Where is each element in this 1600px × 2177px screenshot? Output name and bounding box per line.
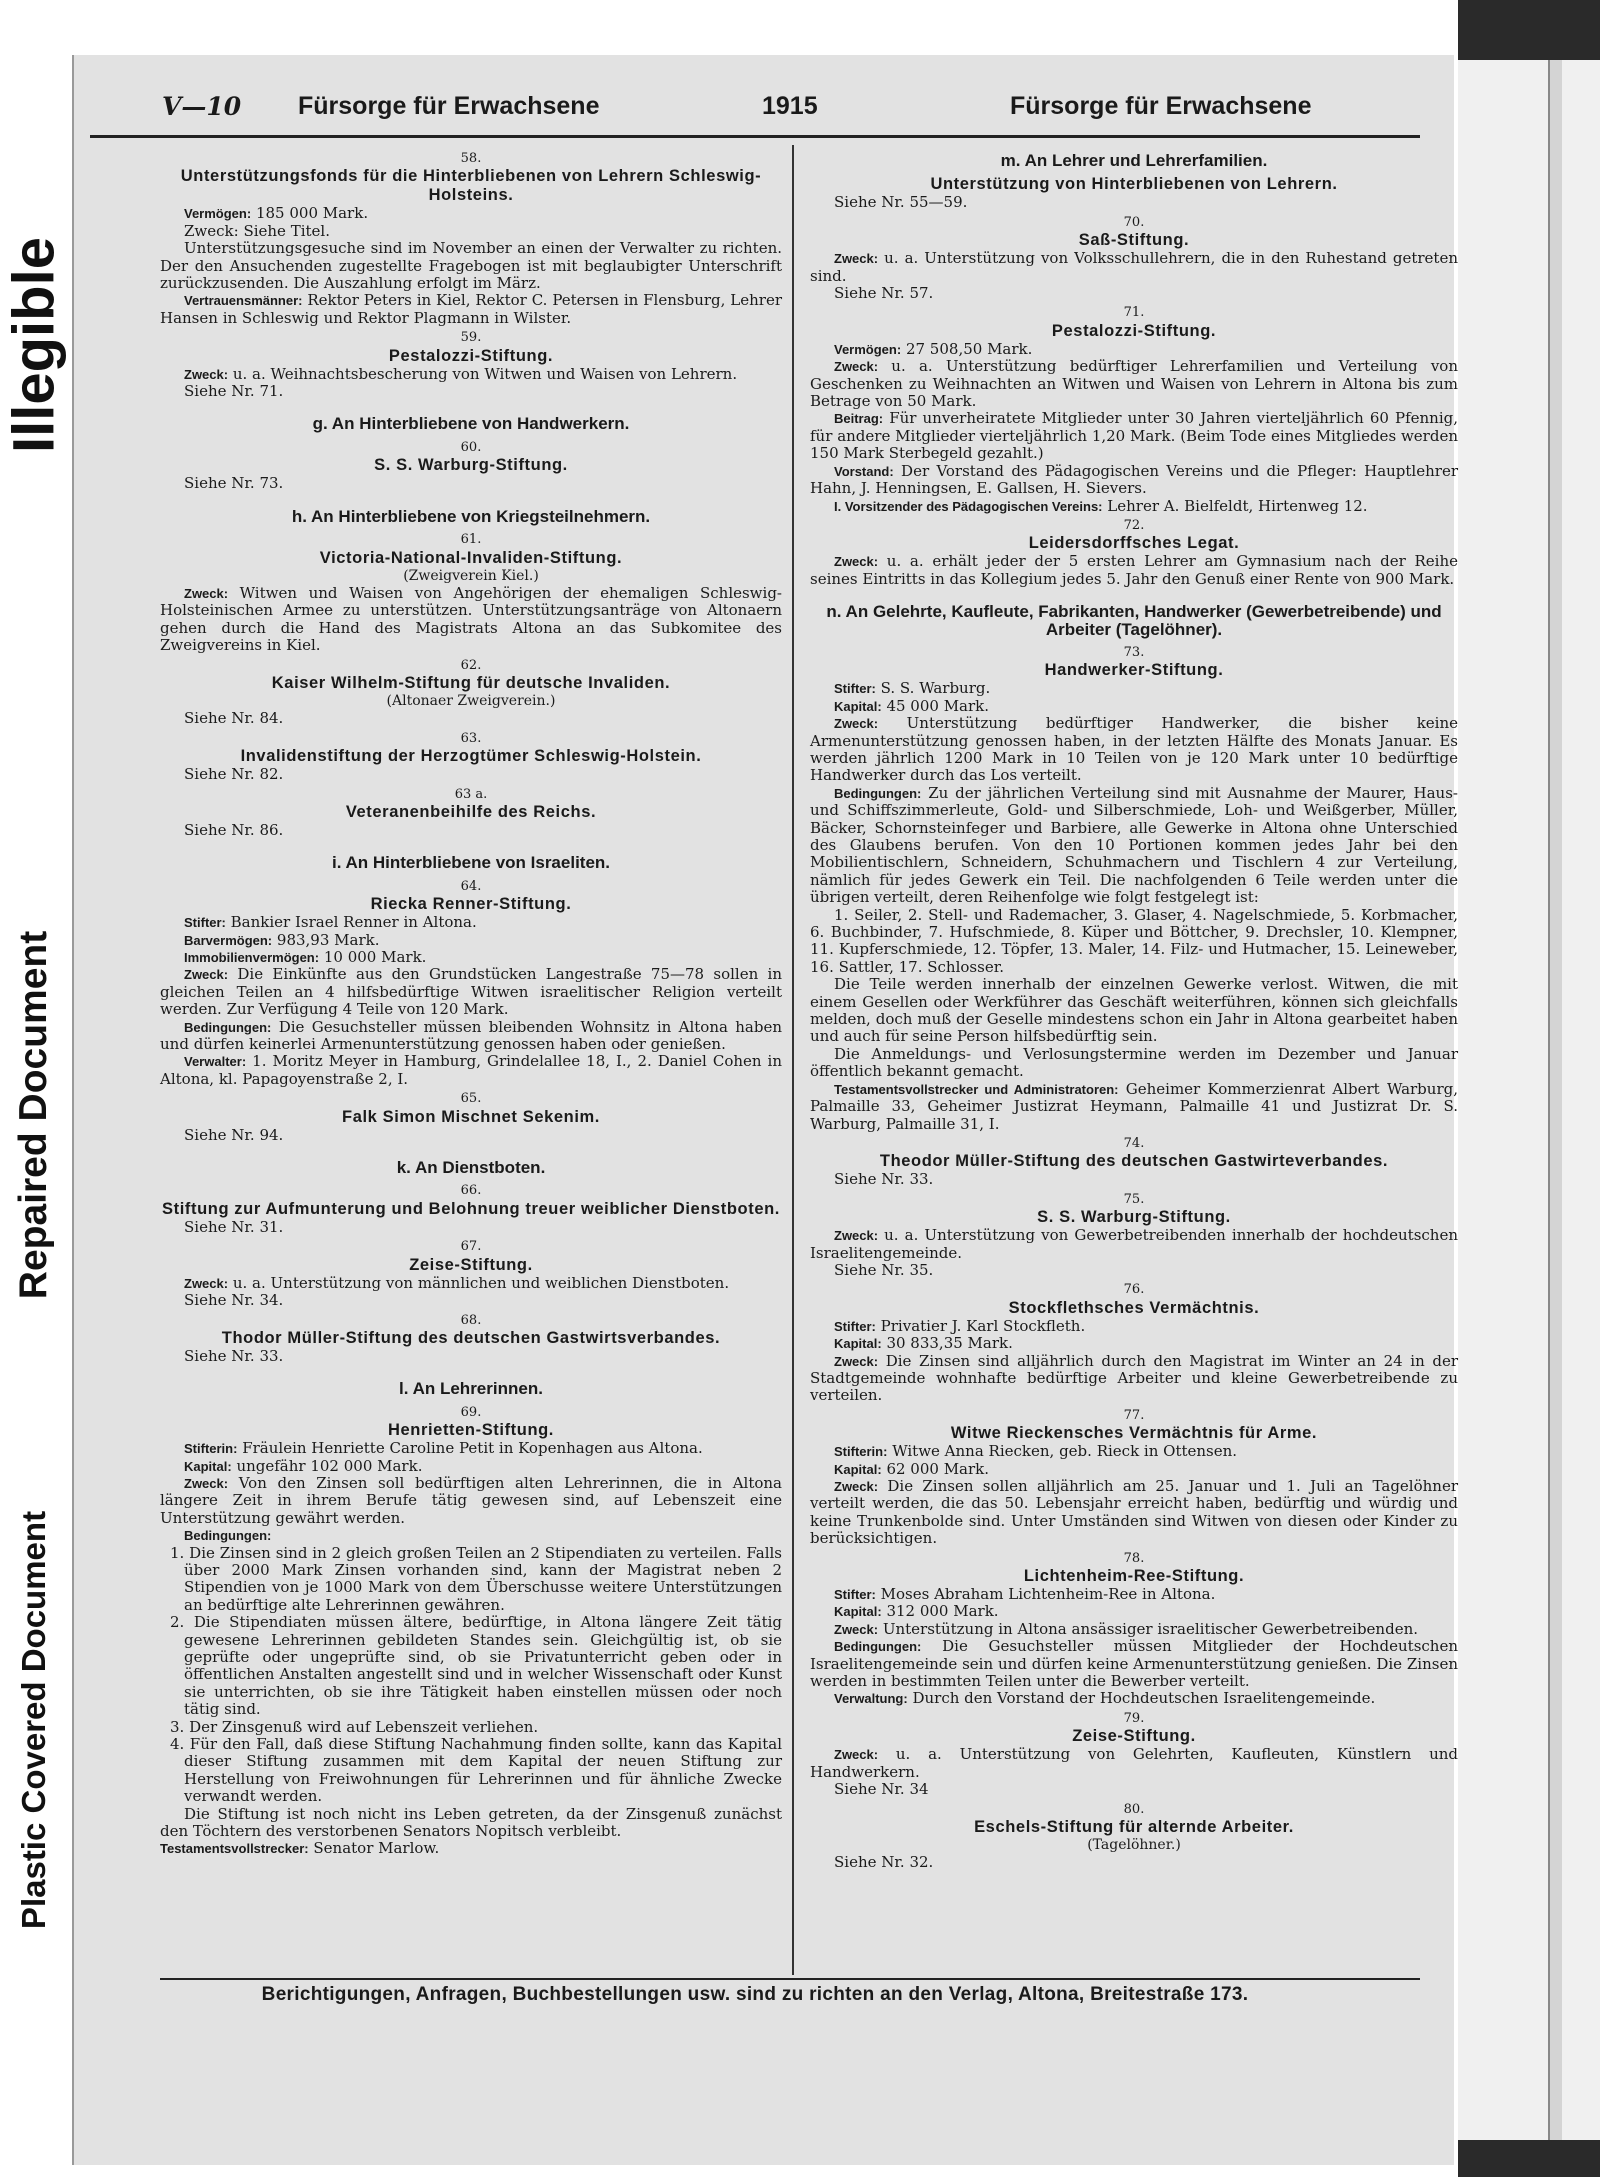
section-heading: m. An Lehrer und Lehrerfamilien. xyxy=(1000,151,1268,170)
entry-title: Kaiser Wilhelm-Stiftung für deutsche Invaliden. xyxy=(271,673,671,692)
see-reference: Siehe Nr. 94. xyxy=(184,1125,284,1144)
line-label: Kapital: xyxy=(834,1461,882,1477)
line-text: Lehrer A. Bielfeldt, Hirtenweg 12. xyxy=(1102,496,1368,515)
header-rule xyxy=(90,135,1420,138)
section-heading: n. An Gelehrte, Kaufleute, Fabrikanten, Handwerker (Gewerbetreibende) und Arbeiter (Tagelöhner). xyxy=(826,602,1442,639)
right-column xyxy=(810,148,1458,1872)
entry-title: Pestalozzi-Stiftung. xyxy=(1051,321,1217,340)
line-label: Zweck: xyxy=(834,251,879,267)
line-label: Vertrauensmänner: xyxy=(184,293,303,309)
line-label: Stifter: xyxy=(184,915,226,931)
entry-line xyxy=(160,240,782,292)
line-label: Bedingungen: xyxy=(834,785,922,801)
entry-title: Victoria-National-Invaliden-Stiftung. xyxy=(319,548,623,567)
entry-title: Thodor Müller-Stiftung des deutschen Gastwirtsverbandes. xyxy=(221,1328,721,1347)
scan-edge xyxy=(1458,0,1600,2177)
entry-title: Theodor Müller-Stiftung des deutschen Gastwirteverbandes. xyxy=(879,1152,1389,1171)
header-year: 1915 xyxy=(762,92,818,120)
list-item: 1. Die Zinsen sind in 2 gleich großen Teilen an 2 Stipendiaten zu verteilen. Falls über 2000 Mark Zinsen vorhanden sind, kann der Magistrat neben 2 Stipendien von je 1000 Mark von dem Überschusse weitere Unterstützungen an bedürftige alte Lehrerinnen gewähren. xyxy=(170,1543,782,1614)
line-text: Rektor Peters in Kiel, Rektor C. Petersen in Flensburg, Lehrer Hansen in Schleswig und Rektor Plagmann in Wilster. xyxy=(160,291,782,327)
line-label: Stifter: xyxy=(834,681,876,697)
line-label: Testamentsvollstrecker und Administratoren: xyxy=(834,1081,1119,1097)
scan-edge-binding xyxy=(1548,60,1562,2140)
line-text: u. a. Unterstützung von Volksschullehrern, die in den Ruhestand getreten sind. xyxy=(810,249,1458,285)
line-text: Die Zinsen sind alljährlich durch den Magistrat im Winter an 24 in der Stadtgemeinde wohnhafte bedürftige Arbeiter und kleine Gewerbetreibende zu verteilen. xyxy=(810,1351,1458,1405)
entry-number: 76. xyxy=(1123,1282,1145,1298)
entry-line xyxy=(810,358,1458,410)
line-text: 27 508,50 Mark. xyxy=(901,339,1033,358)
line-label: Bedingungen: xyxy=(184,1528,272,1544)
page-header xyxy=(90,92,1420,132)
entry-subtitle: (Tagelöhner.) xyxy=(1087,1836,1181,1853)
see-reference: Siehe Nr. 73. xyxy=(184,474,284,493)
line-text: 10 000 Mark. xyxy=(319,948,427,966)
column-divider xyxy=(792,145,794,1975)
entry-line xyxy=(810,715,1458,785)
see-reference: Siehe Nr. 84. xyxy=(184,709,284,728)
entry-number: 79. xyxy=(1123,1710,1145,1726)
line-label: Zweck: xyxy=(834,1353,879,1369)
entry-line xyxy=(810,680,1458,697)
see-reference: Siehe Nr. 31. xyxy=(184,1217,284,1236)
entry-line xyxy=(160,1019,782,1054)
entry-line xyxy=(810,1335,1458,1352)
list-item: 3. Der Zinsgenuß wird auf Lebenszeit verliehen. xyxy=(170,1717,539,1736)
entry-number: 78. xyxy=(1123,1550,1145,1566)
entry-number: 80. xyxy=(1123,1801,1145,1817)
line-text: Unterstützung bedürftiger Handwerker, die bisher keine Armenunterstützung genossen haben, in der letzten Hälfte des Monats Januar. Es werden jährlich 1200 Mark in 10 Teilen von je 120 Mark unter 10 bedürftige Handwerker durch das Los verteilt. xyxy=(810,714,1458,785)
line-text: Witwe Anna Riecken, geb. Rieck in Ottensen. xyxy=(887,1442,1238,1461)
line-label: Immobilienvermögen: xyxy=(184,950,320,965)
line-label: Zweck: xyxy=(184,585,229,601)
line-text: 1. Moritz Meyer in Hamburg, Grindelallee 18, I., 2. Daniel Cohen in Altona, kl. Papagoyenstraße 2, I. xyxy=(160,1052,782,1088)
see-reference: Siehe Nr. 34 xyxy=(834,1780,929,1799)
entry-line xyxy=(810,1746,1458,1781)
entry-line xyxy=(810,698,1458,715)
entry-line xyxy=(160,966,782,1018)
entry-title: Saß-Stiftung. xyxy=(1078,231,1190,250)
entry-line xyxy=(160,292,782,327)
entry-title: Eschels-Stiftung für alternde Arbeiter. xyxy=(974,1817,1294,1836)
entry-title: Henrietten-Stiftung. xyxy=(388,1421,554,1440)
entry-line xyxy=(810,907,1458,977)
entry-title: Stiftung zur Aufmunterung und Belohnung treuer weiblicher Dienstboten. xyxy=(162,1199,780,1218)
line-text: Die Gesuchsteller müssen Mitglieder der Hochdeutschen Israelitengemeinde sein und dürfen keine Armenunterstützung genießen. Die Zinsen werden in bestimmten Teilen unter die Bewerber verteilt. xyxy=(810,1637,1458,1691)
line-label: Kapital: xyxy=(834,698,882,714)
entry-line xyxy=(810,1353,1458,1405)
line-text: Die Teile werden innerhalb der einzelnen Gewerke verlost. Witwen, die mit einem Gesellen oder Werkführer das Geschäft weiterführen, können sich gleichfalls melden, doch muß der Geselle mindestens schon ein Jahr in Altona gearbeitet haben und auch für seine Person hilfsbedürftig sein. xyxy=(810,975,1458,1046)
entry-number: 72. xyxy=(1123,517,1145,533)
entry-number: 61. xyxy=(460,532,482,548)
entry-title: Pestalozzi-Stiftung. xyxy=(388,346,554,365)
header-title-left: Fürsorge für Erwachsene xyxy=(298,92,600,120)
entry-line xyxy=(810,498,1458,515)
line-text: 983,93 Mark. xyxy=(272,930,380,949)
entry-line xyxy=(160,1275,782,1292)
entry-line xyxy=(810,410,1458,462)
line-label: Zweck: xyxy=(834,1747,879,1763)
section-heading: i. An Hinterbliebene von Israeliten. xyxy=(331,853,611,873)
line-label: Vorstand: xyxy=(834,463,894,479)
see-reference: Siehe Nr. 35. xyxy=(834,1260,934,1279)
line-label: Verwaltung: xyxy=(834,1691,908,1707)
entry-title: Falk Simon Mischnet Sekenim. xyxy=(342,1107,600,1126)
line-label: Zweck: xyxy=(834,359,879,375)
entry-title: S. S. Warburg-Stiftung. xyxy=(1037,1208,1231,1227)
entry-line xyxy=(810,1603,1458,1620)
line-text: u. a. Unterstützung von männlichen und weiblichen Dienstboten. xyxy=(228,1273,730,1292)
entry-title: Zeise-Stiftung. xyxy=(409,1255,533,1274)
entry-number: 64. xyxy=(460,878,482,894)
line-text: Fräulein Henriette Caroline Petit in Kopenhagen aus Altona. xyxy=(237,1439,703,1458)
entry-title: Zeise-Stiftung. xyxy=(1072,1727,1196,1746)
line-text: 312 000 Mark. xyxy=(881,1602,999,1621)
entry-line xyxy=(160,366,782,383)
see-reference: Siehe Nr. 55—59. xyxy=(834,193,968,212)
entry-line xyxy=(810,1227,1458,1262)
line-label: Stifterin: xyxy=(184,1441,238,1457)
entry-number: 59. xyxy=(460,330,482,346)
line-label: Bedingungen: xyxy=(834,1639,922,1655)
see-reference: Siehe Nr. 82. xyxy=(184,765,284,784)
list-item: 2. Die Stipendiaten müssen ältere, bedürftige, in Altona längere Zeit tätig gewesene Lehrerinnen gebildeten Standes sein. Gleichgültig ist, ob sie geprüfte oder ungeprüfte sind, ob sie Privatunterricht geben oder in öffentlichen Anstalten angestellt sind und in welcher Wissenschaft oder Kunst sie unterrichten, ob sie ihre Tätigkeit haben einstellen müssen oder noch tätig sind. xyxy=(170,1613,782,1719)
entry-number: 70. xyxy=(1123,214,1145,230)
see-reference: Siehe Nr. 71. xyxy=(184,382,284,401)
entry-number: 67. xyxy=(460,1239,482,1255)
line-text: Geheimer Kommerzienrat Albert Warburg, Palmaille 33, Geheimer Justizrat Heymann, Palmaille 41 und Justizrat Dr. S. Warburg, Palmaille 31, I. xyxy=(810,1079,1458,1133)
entry-number: 73. xyxy=(1123,644,1145,660)
entry-line xyxy=(810,250,1458,285)
line-label: Bedingungen: xyxy=(184,1019,272,1035)
entry-line xyxy=(160,1475,782,1527)
entry-number: 63. xyxy=(460,730,482,746)
see-reference: Siehe Nr. 57. xyxy=(834,284,934,303)
line-text: Die Anmeldungs- und Verlosungstermine werden im Dezember und Januar öffentlich bekannt gemacht. xyxy=(810,1044,1458,1081)
entry-title: Stockflethsches Vermächtnis. xyxy=(1008,1298,1260,1317)
entry-line xyxy=(810,976,1458,1046)
entry-line: Die Stiftung ist noch nicht ins Leben getreten, da der Zinsgenuß zunächst den Töchtern des verstorbenen Senators Nopitsch verbleibt. xyxy=(160,1804,782,1841)
line-text: Unterstützungsgesuche sind im November an einen der Verwalter zu richten. Der den Ansuchenden zugestellte Fragebogen ist mit beglaubigter Unterschrift zurückzusenden. Die Auszahlung erfolgt im März. xyxy=(160,239,782,293)
line-label: Zweck: xyxy=(184,1475,229,1491)
line-text: Unterstützung in Altona ansässiger israelitischer Gewerbetreibenden. xyxy=(878,1619,1418,1638)
line-label: I. Vorsitzender des Pädagogischen Vereins: xyxy=(834,498,1103,514)
entry-line xyxy=(810,1081,1458,1133)
entry-line xyxy=(810,1638,1458,1690)
line-label: Stifter: xyxy=(834,1587,876,1603)
line-label: Zweck: xyxy=(184,1275,229,1291)
line-text: Für unverheiratete Mitglieder unter 30 Jahren vierteljährlich 60 Pfennig, für andere Mitglieder vierteljährlich 1,20 Mark. (Beim Tode eines Mitgliedes werden 150 Mark Sterbegeld gezahlt.) xyxy=(810,409,1458,463)
entry-line xyxy=(810,1586,1458,1603)
entry-subtitle: (Altonaer Zweigverein.) xyxy=(386,692,556,709)
line-label: Kapital: xyxy=(184,1458,232,1474)
see-reference: Siehe Nr. 33. xyxy=(184,1346,284,1365)
entry-line xyxy=(160,1527,782,1544)
line-text: Moses Abraham Lichtenheim-Ree in Altona. xyxy=(875,1585,1216,1604)
see-reference: Siehe Nr. 34. xyxy=(184,1291,284,1310)
line-text: Privatier J. Karl Stockfleth. xyxy=(875,1316,1086,1335)
sidebar-labels xyxy=(0,0,68,2177)
entry-line xyxy=(810,1318,1458,1335)
entry-line xyxy=(160,205,782,222)
scan-edge-strip xyxy=(1458,60,1600,2140)
entry-title: Veteranenbeihilfe des Reichs. xyxy=(345,802,597,821)
entry-line xyxy=(810,463,1458,498)
line-text: S. S. Warburg. xyxy=(875,679,991,698)
entry-number: 77. xyxy=(1123,1407,1145,1423)
header-title-right: Fürsorge für Erwachsene xyxy=(1010,92,1312,120)
sidebar-label-repaired: Repaired Document xyxy=(12,930,55,1300)
entry-number: 68. xyxy=(460,1312,482,1328)
section-heading: k. An Dienstboten. xyxy=(396,1158,546,1178)
line-label: Stifter: xyxy=(834,1318,876,1334)
entry-number: 69. xyxy=(460,1404,482,1420)
entry-line xyxy=(810,785,1458,907)
entry-number: 75. xyxy=(1123,1191,1145,1207)
entry-line xyxy=(810,1461,1458,1478)
entry-number: 71. xyxy=(1123,305,1145,321)
page-ref: V—10 xyxy=(162,92,242,121)
section-heading: h. An Hinterbliebene von Kriegsteilnehmern. xyxy=(291,506,651,526)
line-label: Zweck: xyxy=(184,366,229,382)
line-label: Kapital: xyxy=(834,1604,882,1620)
entry-title: Unterstützungsfonds für die Hinterbliebenen von Lehrern Schleswig-Holsteins. xyxy=(180,167,762,205)
line-label: Beitrag: xyxy=(834,411,884,427)
line-text: Zu der jährlichen Verteilung sind mit Ausnahme der Maurer, Haus- und Schiffszimmerleute, Gold- und Silberschmiede, Loh- und Weißgerber, Müller, Bäcker, Schornsteinfeger und Barbiere, alle Gewerke in Altona ohne Unterschied des Glaubens berufen. Von den 10 Portionen kommen jedes Jahr bei den Mobilientischlern, Schneidern, Schuhmachern und Tischlern 4 zur Verteilung, nämlich für jedes Gewerk ein Teil. Die nachfolgenden 6 Teile werden unter die übrigen verteilt, deren Reihenfolge wie folgt festgelegt ist: xyxy=(810,783,1458,907)
entry-line xyxy=(160,223,782,240)
line-text: Der Vorstand des Pädagogischen Vereins und die Pfleger: Hauptlehrer Hahn, J. Henningsen, E. Gallsen, H. Sievers. xyxy=(810,461,1458,498)
line-text: u. a. erhält jeder der 5 ersten Lehrer am Gymnasium nach der Reihe seines Eintritts in das Kollegium jedes 5. Jahr den Genuß einer Rente von 900 Mark. xyxy=(810,552,1458,588)
footer-rule xyxy=(160,1978,1420,1980)
entry-number: 58. xyxy=(460,151,482,166)
line-label: Zweck: xyxy=(834,1479,879,1494)
entry-title: S. S. Warburg-Stiftung. xyxy=(374,456,568,475)
line-text: 62 000 Mark. xyxy=(881,1459,990,1478)
entry-title: Witwe Rieckensches Vermächtnis für Arme. xyxy=(950,1424,1318,1443)
entry-line xyxy=(160,1053,782,1088)
see-reference: Siehe Nr. 86. xyxy=(184,820,284,839)
line-text: Witwen und Waisen von Angehörigen der ehemaligen Schleswig-Holsteinischen Armee zu unterstützen. Unterstützungsanträge von Altonaern gehen durch die Hand des Magistrats Altona an das Subkomitee des Zweigvereins in Kiel. xyxy=(160,583,782,655)
page-footer: Berichtigungen, Anfragen, Buchbestellungen usw. sind zu richten an den Verlag, Altona, Breitestraße 173. xyxy=(261,1984,1249,2005)
line-text: 30 833,35 Mark. xyxy=(881,1334,1013,1353)
entry-number: 66. xyxy=(460,1183,482,1199)
line-text: 45 000 Mark. xyxy=(881,696,990,715)
line-label: Zweck: xyxy=(834,1621,879,1637)
line-label: Zweck: xyxy=(834,716,879,732)
section-heading: g. An Hinterbliebene von Handwerkern. xyxy=(312,414,630,434)
entry-title: Invalidenstiftung der Herzogtümer Schleswig-Holstein. xyxy=(240,747,702,766)
entry-line xyxy=(810,1621,1458,1638)
entry-line xyxy=(810,553,1458,588)
line-label: Zweck: xyxy=(184,967,229,983)
entry-line xyxy=(160,932,782,949)
sidebar-label-illegible: Illegible xyxy=(1,237,67,453)
see-reference: Siehe Nr. 32. xyxy=(834,1853,934,1872)
line-text: Zweck: Siehe Titel. xyxy=(184,221,330,240)
line-label: Verwalter: xyxy=(184,1054,247,1070)
section-heading: l. An Lehrerinnen. xyxy=(399,1379,543,1399)
entry-line xyxy=(160,1840,782,1857)
entry-line xyxy=(160,1458,782,1475)
line-label: Zweck: xyxy=(834,1228,879,1244)
entry-line xyxy=(160,949,782,966)
entry-line xyxy=(810,1046,1458,1081)
line-text: ungefähr 102 000 Mark. xyxy=(231,1456,423,1475)
entry-line xyxy=(160,914,782,931)
entry-number: 74. xyxy=(1123,1135,1145,1151)
line-text: 1. Seiler, 2. Stell- und Rademacher, 3. Glaser, 4. Nagelschmiede, 5. Korbmacher, 6. Buchbinder, 7. Hufschmiede, 8. Küper und Böttcher, 9. Drechsler, 10. Klempner, 11. Kupferschmiede, 12. Töpfer, 13. Maler, 14. Filz- und Hutmacher, 15. Leineweber, 16. Sattler, 17. Schlosser. xyxy=(810,905,1458,976)
line-label: Testamentsvollstrecker: xyxy=(160,1841,309,1857)
entry-line xyxy=(160,1440,782,1457)
entry-line xyxy=(160,585,782,655)
entry-title: Leidersdorffsches Legat. xyxy=(1028,534,1240,553)
list-item: 4. Für den Fall, daß diese Stiftung Nachahmung finden sollte, kann das Kapital dieser Stiftung zusammen mit dem Kapital der neuen Stiftung zur Herstellung von Freiwohnungen für Lehrerinnen und für ähnliche Zwecke verwandt werden. xyxy=(170,1735,782,1806)
entry-title: Unterstützung von Hinterbliebenen von Lehrern. xyxy=(930,175,1338,194)
line-text: Durch den Vorstand der Hochdeutschen Israelitengemeinde. xyxy=(907,1689,1376,1708)
line-text: u. a. Weihnachtsbescherung von Witwen und Waisen von Lehrern. xyxy=(228,364,738,383)
line-text: 185 000 Mark. xyxy=(251,204,369,223)
line-label: Barvermögen: xyxy=(184,932,273,948)
line-label: Stifterin: xyxy=(834,1444,888,1460)
line-text: u. a. Unterstützung von Gewerbetreibenden innerhalb der hochdeutschen Israelitengemeinde. xyxy=(810,1226,1458,1262)
entry-line xyxy=(810,341,1458,358)
line-label: Zweck: xyxy=(834,554,879,570)
entry-number: 65. xyxy=(460,1091,482,1107)
entry-line xyxy=(810,1443,1458,1460)
line-text: u. a. Unterstützung von Gelehrten, Kaufleuten, Künstlern und Handwerkern. xyxy=(810,1745,1458,1781)
line-text: Bankier Israel Renner in Altona. xyxy=(225,913,477,932)
line-text: Die Zinsen sollen alljährlich am 25. Januar und 1. Juli an Tagelöhner verteilt werden, die das 50. Lebensjahr erreicht haben, bedürftig und würdig und keine Trunkenbolde sind. Unter Umständen sind Witwen von diesen oder Kinder zu berücksichtigen. xyxy=(810,1477,1458,1548)
line-text: Die Einkünfte aus den Grundstücken Langestraße 75—78 sollen in gleichen Teilen an 4 hilfsbedürftige Witwen israelitischer Religion verteilt werden. Zur Verfügung 4 Teile von 120 Mark. xyxy=(160,965,782,1019)
line-text: u. a. Unterstützung bedürftiger Lehrerfamilien und Verteilung von Geschenken zu Weihnachten an Witwen und Waisen von Lehrern in Altona bis zum Betrage von 50 Mark. xyxy=(810,357,1458,411)
entry-title: Handwerker-Stiftung. xyxy=(1044,661,1224,680)
entry-title: Riecka Renner-Stiftung. xyxy=(370,895,572,914)
entry-number: 62. xyxy=(460,657,482,673)
line-text: Senator Marlow. xyxy=(308,1839,440,1858)
line-label: Vermögen: xyxy=(834,341,902,357)
entry-number: 63 a. xyxy=(454,786,488,802)
line-label: Vermögen: xyxy=(184,206,252,222)
entry-title: Lichtenheim-Ree-Stiftung. xyxy=(1023,1567,1245,1586)
entry-subtitle: (Zweigverein Kiel.) xyxy=(403,567,539,584)
line-text: Die Gesuchsteller müssen bleibenden Wohnsitz in Altona haben und dürfen keinerlei Armenunterstützung genossen haben oder genießen. xyxy=(160,1017,782,1054)
entry-line xyxy=(810,1690,1458,1707)
sidebar-label-plastic: Plastic Covered Document xyxy=(15,1510,52,1930)
line-label: Kapital: xyxy=(834,1336,882,1352)
see-reference: Siehe Nr. 33. xyxy=(834,1170,934,1189)
left-column xyxy=(160,148,782,1858)
entry-number: 60. xyxy=(460,439,482,455)
entry-line xyxy=(810,1478,1458,1548)
line-text: Von den Zinsen soll bedürftigen alten Lehrerinnen, die in Altona längere Zeit in ihrem Berufe tätig gewesen sind, auf Lebenszeit eine Unterstützung gewährt werden. xyxy=(160,1473,782,1527)
